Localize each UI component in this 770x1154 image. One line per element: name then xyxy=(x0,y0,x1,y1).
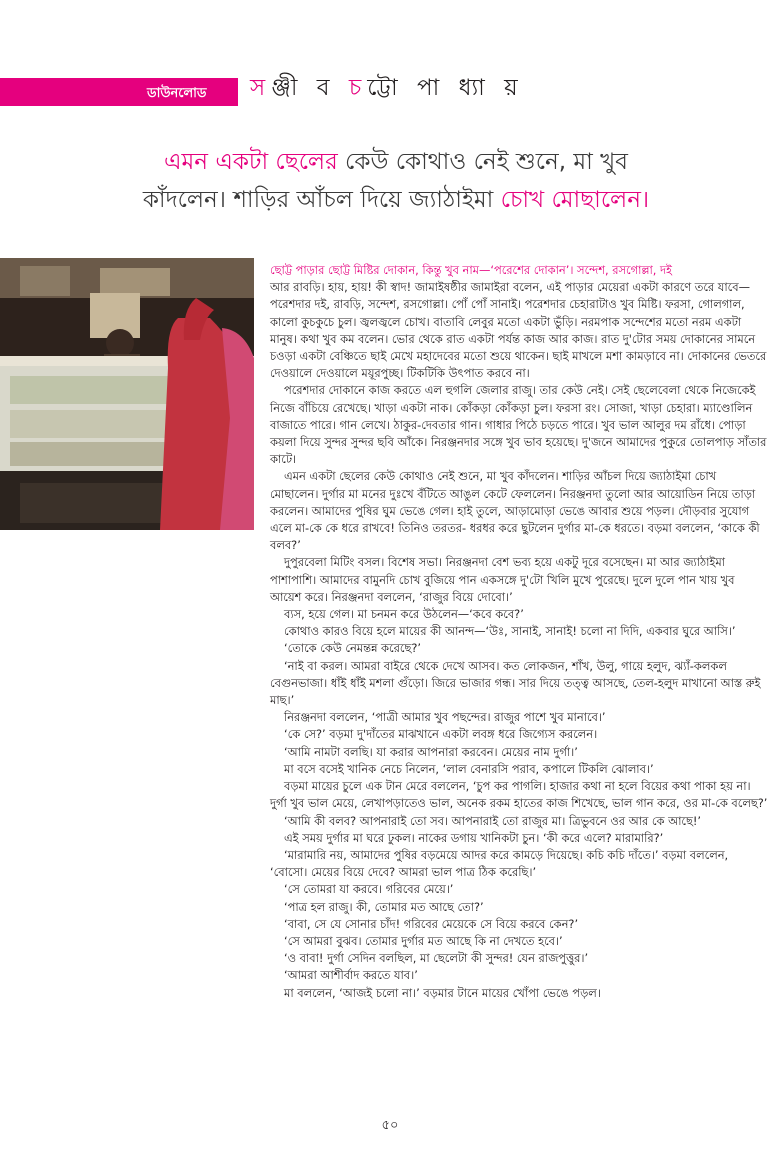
author-name-part-1: ঞ্জী ব xyxy=(271,75,336,101)
article-body xyxy=(270,262,768,1002)
article-paragraph: এমন একটা ছেলের কেউ কোথাও নেই শুনে, মা খুব কাঁদলেন। শাড়ির আঁচল দিয়ে জ্যাঠাইমা চোখ মোছালেন। দুর্গার মা মনের দুঃখে বঁটিতে আঙুল কেটে ফেললেন। নিরঞ্জনদা তুলো আর আয়োডিন নিয়ে তাড়া করলেন। আমাদের পুষির ঘুম ভেঙে গেল। হাই তুলে, আড়ামোড়া ভেঙে আবার শুয়ে পড়ল। দৌড়বার সুযোগ এলে মা-কে কে ধরে রাখবে! তিনিও তরতর- ধরধর করে ছুটলেন দুর্গার মা-কে ধরতে। বড়মা বললেন, ‘কাকে কী বলব?’ xyxy=(270,469,760,553)
pull-quote xyxy=(136,143,656,219)
article-paragraph: এই সময় দুর্গার মা ঘরে ঢুকল। নাকের ডগায় খানিকটা চুন। ‘কী করে এলে? মারামারি?’ xyxy=(284,830,664,845)
article-paragraph: পরেশদার দোকানে কাজ করতে এল হুগলি জেলার রাজু। তার কেউ নেই। সেই ছেলেবেলা থেকে নিজেকেই নিজে বাঁচিয়ে রেখেছে। খাড়া একটা নাক। কোঁকড়া কোঁকড়া চুল। ফরসা রং। সোজা, খাড়া চেহারা। ম্যাণ্ডোলিন বাজাতে পারে। গান লেখে। ঠাকুর-দেবতার গান। গাধার পিঠে চড়তে পারে। খুব ভাল আলুর দম রাঁধে। পোড়া কয়লা দিয়ে সুন্দর সুন্দর ছবি আঁকে। নিরঞ্জনদার সঙ্গে খুব ভাব হয়েছে। দু'জনে আমাদের পুকুরে তোলপাড় সাঁতার কাটে। xyxy=(270,383,767,467)
article-lead-paragraph xyxy=(270,262,768,279)
author-initial-2: চ xyxy=(348,75,368,101)
article-paragraph: ‘পাত্র হল রাজু। কী, তোমার মত আছে তো?’ xyxy=(284,899,484,914)
article-paragraph: ‘সে তোমরা যা করবে। গরিবের মেয়ে।’ xyxy=(284,882,454,897)
article-paragraph: ‘সে আমরা বুঝব। তোমার দুর্গার মত আছে কি না দেখতে হবে।’ xyxy=(284,933,563,948)
author-initial-1: স xyxy=(250,75,272,101)
article-paragraph: মা বসে বসেই খানিক নেচে নিলেন, ‘লাল বেনারসি পরাব, কপালে টিকলি ঝোলাব।’ xyxy=(284,761,654,776)
author-name-part-2: ট্টো পা ধ্যা য় xyxy=(367,75,524,101)
pull-quote-accent-2: চোখ মোছালেন। xyxy=(500,187,650,213)
pull-quote-body: কেউ কোথাও নেই শুনে, মা খুব কাঁদলেন। শাড়ির আঁচল দিয়ে জ্যাঠাইমা xyxy=(142,149,628,213)
article-paragraph: ‘আমি কী বলব? আপনারাই তো সব। আপনারাই তো রাজুর মা। ত্রিভুবনে ওর আর কে আছে!’ xyxy=(284,813,702,828)
page-number: ৫০ xyxy=(381,1118,399,1133)
article-paragraph: ‘আমরা আশীর্বাদ করতে যাব।’ xyxy=(284,968,418,983)
article-paragraph: ‘আমি নামটা বলছি। যা করার আপনারা করবেন। মেয়ের নাম দুর্গা।’ xyxy=(284,744,578,759)
article-paragraph: ‘বাবা, সে যে সোনার চাঁদ! গরিবের মেয়েকে সে বিয়ে করবে কেন?’ xyxy=(284,916,579,931)
article-paragraph: নিরঞ্জনদা বললেন, ‘পাত্রী আমার খুব পছন্দের। রাজুর পাশে খুব মানাবে।’ xyxy=(284,710,606,725)
article-paragraph: বড়মা মায়ের চুলে এক টান মেরে বললেন, ‘চুপ কর পাগলি। হাজার কথা না হলে বিয়ের কথা পাকা হয় না। দুর্গা খুব ভাল মেয়ে, লেখাপড়াতেও ভাল, অনেক রকম হাতের কাজ শিখেছে, ভাল গান করে, ওর মা-কে বলেছ?’ xyxy=(270,779,768,811)
article-lead: ছোট্ট পাড়ার ছোট্ট মিষ্টির দোকান, কিন্তু খুব নাম—‘পরেশের দোকান’। সন্দেশ, রসগোল্লা, দই xyxy=(270,263,672,277)
sweet-shop-photo xyxy=(0,258,254,530)
article-paragraph: কোথাও কারও বিয়ে হলে মায়ের কী আনন্দ—‘উঃ, সানাই, সানাই! চলো না দিদি, একবার ঘুরে আসি।’ xyxy=(284,624,736,639)
article-paragraph: আর রাবড়ি। হায়, হায়! কী স্বাদ! জামাইষষ্ঠীর জামাইরা বলেন, এই পাড়ার মেয়েরা একটা কারণে তরে যাবে—পরেশদার দই, রাবড়ি, সন্দেশ, রসগোল্লা। পোঁ পোঁ সানাই। পরেশদার চেহারাটাও খুব মিষ্টি। ফরসা, গোলগাল, কালো কুচকুচে চুল। জ্বলজ্বলে চোখ। বাতাবি লেবুর মতো একটা ভুঁড়ি। নরমপাক সন্দেশের মতো নরম একটা মানুষ। কথা খুব কম বলেন। ভোর থেকে রাত একটা পর্যন্ত কাজ আর কাজ। রাত দু'টোর সময় দোকানের সামনে চওড়া একটা বেঞ্চিতে ছাই মেখে মহাদেবের মতো শুয়ে থাকেন। ছাই মাখলে মশা কামড়াবে না। দোকানের ভেতরে দেওয়ালে দেওয়ালে ময়ূরপুচ্ছ। টিকটিকি উৎপাত করবে না। xyxy=(270,280,767,381)
article-paragraph: ব্যস, হয়ে গেল। মা চনমন করে উঠলেন—‘কবে কবে?’ xyxy=(284,607,524,622)
article-paragraph: মা বললেন, ‘আজই চলো না।’ বড়মার টানে মায়ের খোঁপা ভেঙে পড়ল। xyxy=(284,985,601,1000)
article-paragraph: ‘কে সে?’ বড়মা দু'দাঁতের মাঝখানে একটা লবঙ্গ ধরে জিগ্যেস করলেন। xyxy=(284,727,598,742)
article-paragraph: ‘মারামারি নয়, আমাদের পুষির বড়মেয়ে আদর করে কামড়ে দিয়েছে। কচি কচি দাঁতে।’ বড়মা বললেন, ‘বোসো। মেয়ের বিয়ে দেবে? আমরা ভাল পাত্র ঠিক করেছি।’ xyxy=(270,847,729,880)
article-paragraph: দুপুরবেলা মিটিং বসল। বিশেষ সভা। নিরঞ্জনদা বেশ ভব্য হয়ে একটু দূরে বসেছেন। মা আর জ্যাঠাইমা পাশাপাশি। আমাদের বামুনদি চোখ বুজিয়ে পান একসঙ্গে দু'টো খিলি মুখে পুরেছে। দুলে দুলে পান খায় খুব আয়েশ করে। নিরঞ্জনদা বললেন, ‘রাজুর বিয়ে দোবো।’ xyxy=(270,555,735,604)
author-name xyxy=(250,68,524,108)
pull-quote-accent-1: এমন একটা ছেলের xyxy=(164,149,338,175)
article-paragraph: ‘ও বাবা! দুর্গা সেদিন বলছিল, মা ছেলেটা কী সুন্দর! যেন রাজপুত্তুর।’ xyxy=(284,951,589,966)
article-paragraph: ‘তোকে কেউ নেমন্তন্ন করেছে?’ xyxy=(284,641,422,656)
section-label: ডাউনলোড xyxy=(147,86,207,101)
article-paragraph: ‘নাই বা করল। আমরা বাইরে থেকে দেখে আসব। কত লোকজন, শাঁখ, উলু, গায়ে হলুদ, ঝ্যাঁ-কলকল বেগুনভাজা। ধাঁই ধাঁই মশলা গুঁড়ো। জিরে ভাজার গন্ধ। সার দিয়ে তত্ত্ব আসছে, তেল-হলুদ মাখানো আস্ত রুই মাছ।’ xyxy=(270,658,761,708)
